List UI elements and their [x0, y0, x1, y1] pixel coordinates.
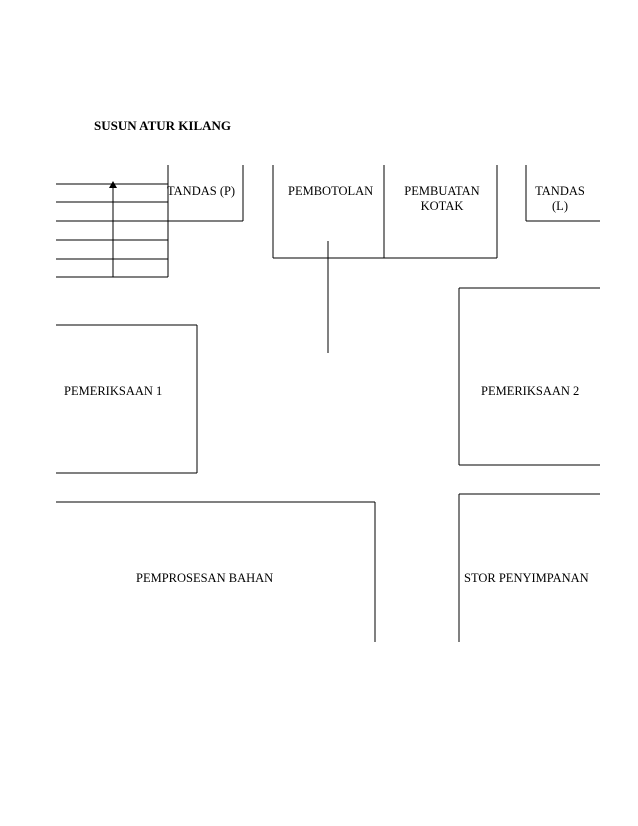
label-pembuatan-kotak	[397, 184, 487, 214]
room-pemeriksaan-2	[459, 288, 600, 465]
label-pembotolan: PEMBOTOLAN	[288, 184, 374, 198]
label-pemeriksaan-1: PEMERIKSAAN 1	[64, 384, 163, 398]
label-stor-penyimpanan: STOR PENYIMPANAN	[464, 571, 589, 585]
label-tandas-l-line-2: (L)	[552, 199, 568, 213]
staircase	[56, 184, 168, 277]
page-title: SUSUN ATUR KILANG	[94, 118, 232, 133]
label-tandas-l	[530, 184, 590, 214]
room-pemeriksaan-1	[56, 325, 197, 473]
label-pembuatan-kotak-line-1: PEMBUATAN	[404, 184, 480, 198]
label-tandas-l-line-1: TANDAS	[535, 184, 585, 198]
label-pemeriksaan-2: PEMERIKSAAN 2	[481, 384, 580, 398]
label-pemprosesan-bahan: PEMPROSESAN BAHAN	[136, 571, 274, 585]
label-pembuatan-kotak-line-2: KOTAK	[420, 199, 464, 213]
room-stor-penyimpanan	[459, 494, 600, 642]
label-tandas-p: TANDAS (P)	[167, 184, 236, 198]
